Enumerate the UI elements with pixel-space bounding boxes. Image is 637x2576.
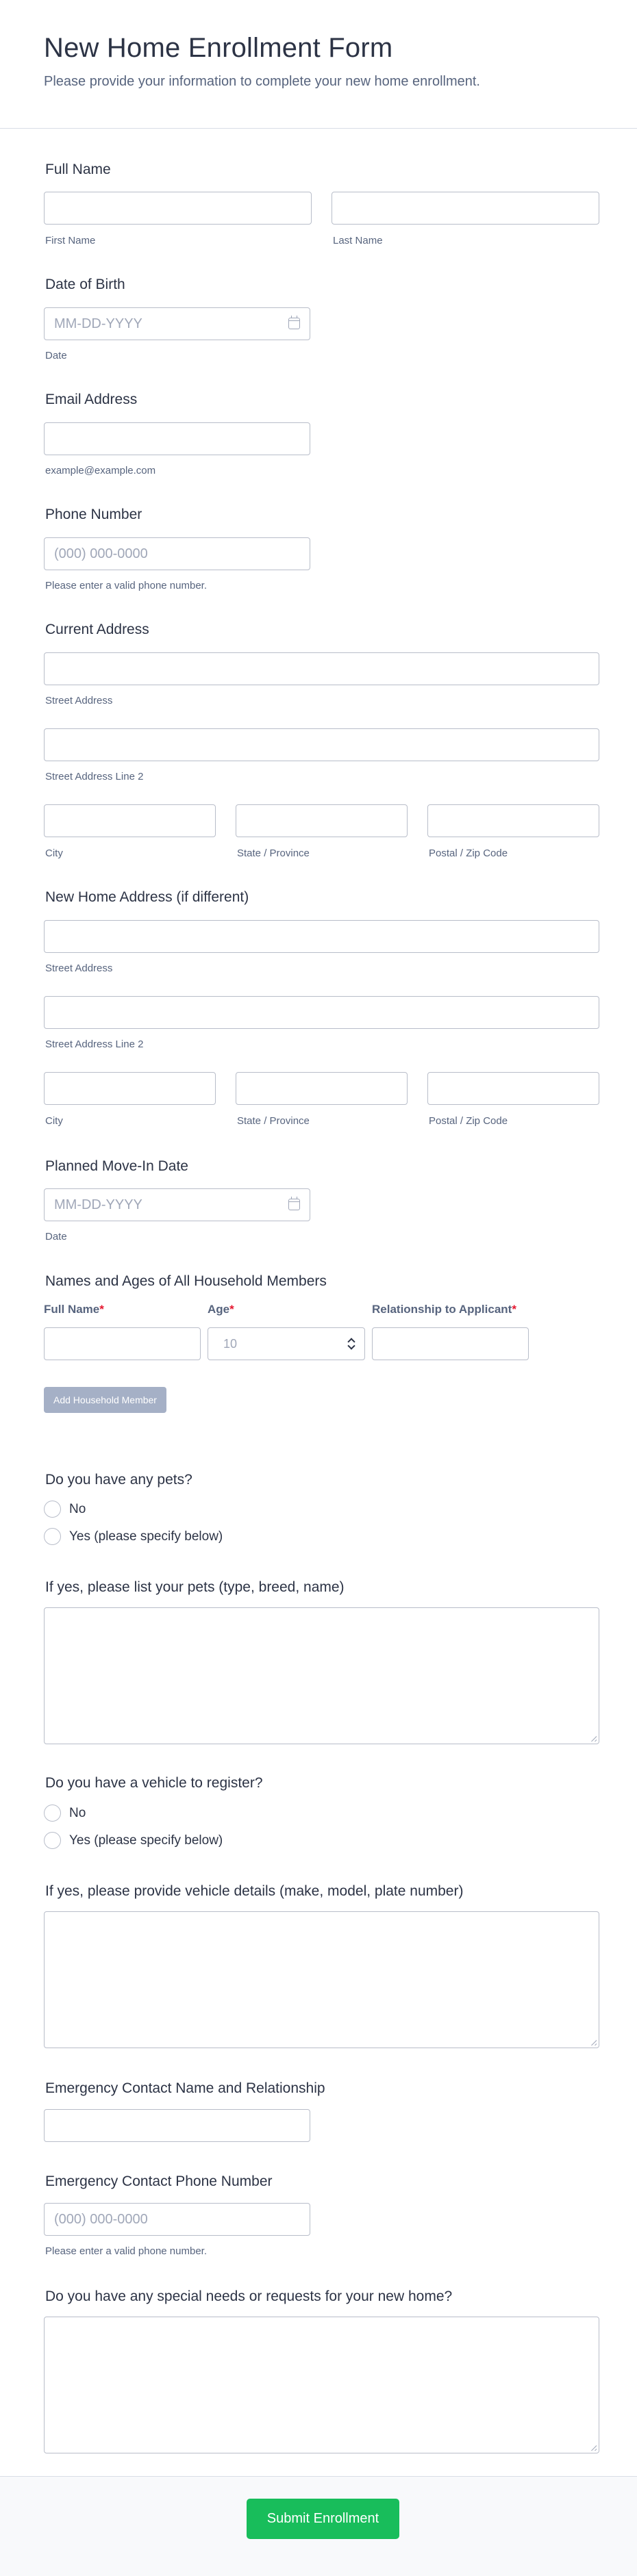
new-city-input[interactable]: [44, 1072, 216, 1105]
new-zip-sublabel: Postal / Zip Code: [429, 1115, 508, 1127]
emergency-phone-input[interactable]: [44, 2203, 310, 2236]
email-label: Email Address: [45, 392, 138, 407]
full-name-label: Full Name: [45, 162, 111, 177]
new-city-sublabel: City: [45, 1115, 63, 1127]
current-street2-input[interactable]: [44, 728, 599, 761]
required-mark: *: [229, 1303, 234, 1316]
current-street-sublabel: Street Address: [45, 695, 113, 706]
page-subtitle: Please provide your information to complete your new home enrollment.: [44, 74, 480, 89]
submit-button[interactable]: Submit Enrollment: [247, 2499, 399, 2539]
emergency-phone-sublabel: Please enter a valid phone number.: [45, 2245, 207, 2257]
dob-label: Date of Birth: [45, 277, 125, 292]
phone-sublabel: Please enter a valid phone number.: [45, 580, 207, 591]
phone-label: Phone Number: [45, 507, 142, 522]
phone-input[interactable]: [44, 537, 310, 570]
new-zip-input[interactable]: [427, 1072, 599, 1105]
emergency-name-input[interactable]: [44, 2109, 310, 2142]
current-zip-sublabel: Postal / Zip Code: [429, 847, 508, 859]
last-name-input[interactable]: [332, 192, 599, 225]
new-street2-input[interactable]: [44, 996, 599, 1029]
current-street-input[interactable]: [44, 652, 599, 685]
radio-button[interactable]: [44, 1832, 61, 1849]
resize-grip-icon[interactable]: [590, 2039, 597, 2045]
household-col-age-text: Age: [208, 1303, 230, 1316]
dob-sublabel: Date: [45, 350, 67, 361]
vehicle-details-textarea[interactable]: [44, 1911, 599, 2048]
page-title: New Home Enrollment Form: [44, 33, 393, 63]
new-state-input[interactable]: [236, 1072, 408, 1105]
email-sublabel: example@example.com: [45, 465, 156, 476]
move-in-placeholder: MM-DD-YYYY: [54, 1197, 142, 1212]
last-name-sublabel: Last Name: [333, 235, 383, 246]
move-in-label: Planned Move-In Date: [45, 1158, 188, 1174]
current-state-sublabel: State / Province: [237, 847, 310, 859]
vehicle-details-label: If yes, please provide vehicle details (make, model, plate number): [45, 1883, 464, 1899]
move-in-sublabel: Date: [45, 1231, 67, 1242]
add-household-member-button[interactable]: Add Household Member: [44, 1387, 166, 1413]
dob-input[interactable]: [44, 307, 310, 340]
household-label: Names and Ages of All Household Members: [45, 1273, 327, 1289]
calendar-icon[interactable]: [288, 1199, 300, 1210]
household-age-input[interactable]: [208, 1327, 365, 1360]
household-relationship-input[interactable]: [372, 1327, 529, 1360]
new-street-sublabel: Street Address: [45, 962, 113, 974]
dob-placeholder: MM-DD-YYYY: [54, 316, 142, 331]
pets-label: Do you have any pets?: [45, 1472, 192, 1488]
current-state-input[interactable]: [236, 804, 408, 837]
form-header: [0, 0, 637, 129]
resize-grip-icon[interactable]: [590, 2444, 597, 2451]
radio-button[interactable]: [44, 1528, 61, 1545]
required-mark: *: [99, 1303, 104, 1316]
current-city-input[interactable]: [44, 804, 216, 837]
phone-placeholder: (000) 000-0000: [54, 546, 148, 561]
first-name-input[interactable]: [44, 192, 312, 225]
first-name-sublabel: First Name: [45, 235, 96, 246]
household-col-name: [44, 1303, 104, 1316]
pets-option-yes-label: Yes (please specify below): [69, 1529, 223, 1544]
new-street2-sublabel: Street Address Line 2: [45, 1038, 144, 1050]
current-street2-sublabel: Street Address Line 2: [45, 771, 144, 782]
household-name-input[interactable]: [44, 1327, 201, 1360]
current-zip-input[interactable]: [427, 804, 599, 837]
vehicle-option-no-label: No: [69, 1806, 86, 1820]
email-input[interactable]: [44, 422, 310, 455]
emergency-phone-label: Emergency Contact Phone Number: [45, 2173, 273, 2189]
calendar-icon[interactable]: [288, 318, 300, 329]
household-col-age: [208, 1303, 234, 1316]
number-stepper-icon[interactable]: [348, 1336, 356, 1353]
vehicle-label: Do you have a vehicle to register?: [45, 1775, 263, 1791]
pets-details-textarea[interactable]: [44, 1607, 599, 1744]
emergency-phone-placeholder: (000) 000-0000: [54, 2212, 148, 2227]
vehicle-option-yes-label: Yes (please specify below): [69, 1833, 223, 1848]
radio-button[interactable]: [44, 1501, 61, 1518]
radio-button[interactable]: [44, 1805, 61, 1822]
move-in-input[interactable]: [44, 1188, 310, 1221]
pets-details-label: If yes, please list your pets (type, breed, name): [45, 1579, 345, 1595]
pets-option-no-label: No: [69, 1502, 86, 1516]
household-col-relationship-text: Relationship to Applicant: [372, 1303, 512, 1316]
new-street-input[interactable]: [44, 920, 599, 953]
required-mark: *: [512, 1303, 516, 1316]
household-col-relationship: [372, 1303, 516, 1316]
current-address-label: Current Address: [45, 622, 149, 637]
resize-grip-icon[interactable]: [590, 1735, 597, 1742]
special-needs-label: Do you have any special needs or requests for your new home?: [45, 2288, 453, 2304]
new-address-label: New Home Address (if different): [45, 889, 249, 905]
special-needs-textarea[interactable]: [44, 2317, 599, 2453]
emergency-name-label: Emergency Contact Name and Relationship: [45, 2080, 325, 2096]
current-city-sublabel: City: [45, 847, 63, 859]
household-col-name-text: Full Name: [44, 1303, 100, 1316]
household-age-placeholder: 10: [223, 1337, 238, 1351]
new-state-sublabel: State / Province: [237, 1115, 310, 1127]
